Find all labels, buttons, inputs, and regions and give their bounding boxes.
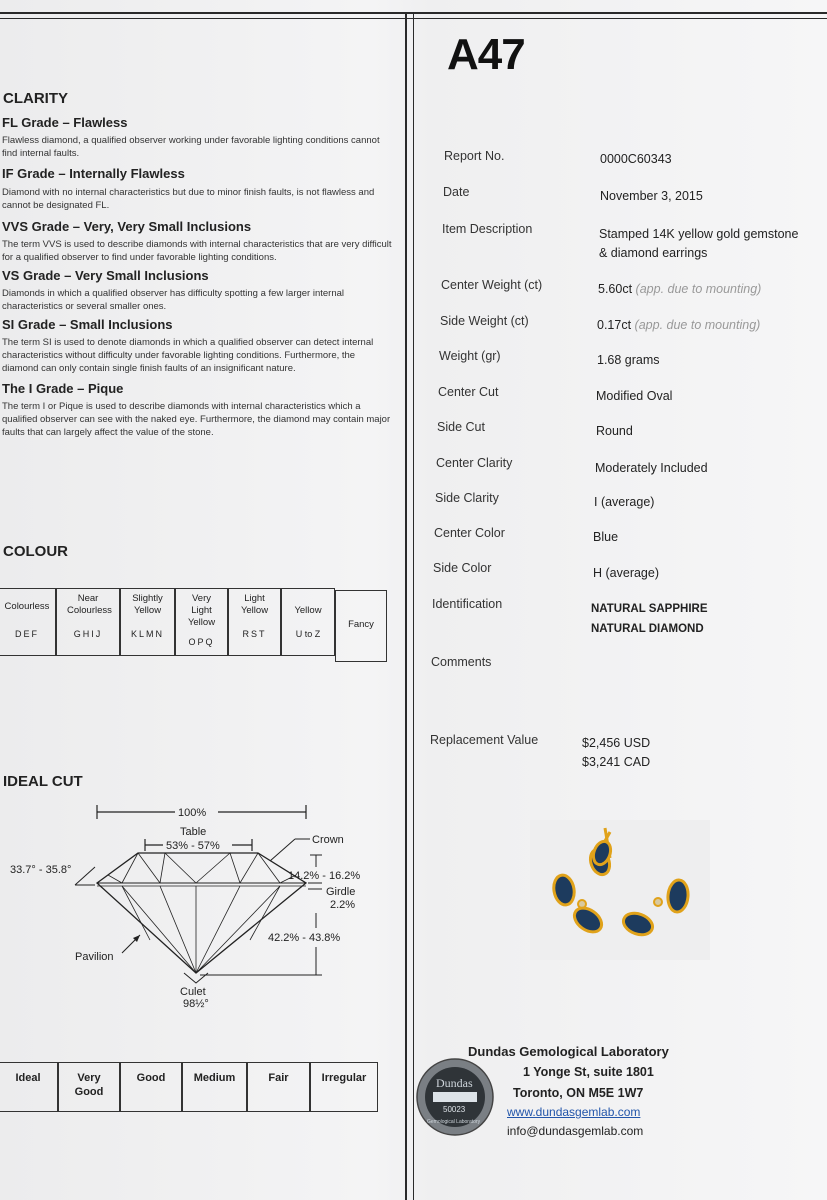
lot-number: A47 (447, 30, 525, 79)
cut-grade-irregular: Irregular (310, 1062, 378, 1112)
crown-angle-label: 33.7° - 35.8° (10, 864, 72, 876)
colour-cell-letters: DEF (15, 629, 39, 639)
colour-cell-yellow (281, 588, 335, 656)
grade-title-vvs: VVS Grade – Very, Very Small Inclusions (2, 219, 252, 234)
lab-email[interactable]: info@dundasgemlab.com (507, 1124, 644, 1138)
grade-desc-si: The term SI is used to denote diamonds in which a qualified observer can detect internal characteristics without difficulty under favorable lighting conditions. Furthermore, the diamond can only contain single finish faults of an insignificant nature. (2, 337, 374, 374)
colour-cell-letters: GHIJ (73, 629, 103, 639)
grade-title-vs: VS Grade – Very Small Inclusions (2, 268, 209, 283)
colour-cell-name: Fancy (348, 619, 374, 630)
grade-desc-vs: Diamonds in which a qualified observer has difficulty spotting a few larger internal characteristics or several smaller ones. (2, 288, 345, 312)
colour-heading: COLOUR (3, 543, 68, 560)
table-range-label: 53% - 57% (166, 840, 220, 852)
colour-cell-name: Yellow (294, 605, 322, 616)
colour-cell-near-colourless (56, 588, 120, 656)
fold-line-left (405, 12, 407, 1200)
ideal-cut-diagram (0, 795, 400, 1020)
report-label-comments: Comments (431, 655, 492, 669)
grade-title-i: The I Grade – Pique (2, 381, 124, 396)
report-value-date: November 3, 2015 (600, 189, 703, 203)
cut-grade-fair: Fair (247, 1062, 310, 1112)
grade-desc-fl: Flawless diamond, a qualified observer working under favorable lighting conditions cannot find internal faults. (2, 135, 380, 159)
colour-cell-slightly-yellow (120, 588, 175, 656)
colour-cell-colourless (0, 588, 56, 656)
center-weight-note: (app. due to mounting) (635, 282, 762, 296)
crown-label: Crown (312, 834, 344, 846)
pavilion-depth-label: 42.2% - 43.8% (268, 932, 341, 944)
report-value-replacement-cad: $3,241 CAD (582, 755, 651, 769)
report-value-replacement-usd: $2,456 USD (582, 736, 651, 750)
report-value-weight-gr: 1.68 grams (597, 353, 660, 367)
side-weight-value: 0.17ct (597, 318, 632, 332)
lab-address-2: Toronto, ON M5E 1W7 (513, 1086, 644, 1100)
lab-name: Dundas Gemological Laboratory (468, 1044, 669, 1059)
earrings-photo (530, 820, 710, 960)
side-weight-note: (app. due to mounting) (634, 318, 761, 332)
report-label-side-weight: Side Weight (ct) (440, 314, 529, 328)
cut-grade-medium: Medium (182, 1062, 247, 1112)
colour-cell-letters: KLMN (130, 629, 164, 639)
report-label-weight-gr: Weight (gr) (439, 349, 501, 363)
report-value-center-clarity: Moderately Included (595, 461, 708, 475)
grade-desc-if: Diamond with no internal characteristics but due to minor finish faults, is not flawless and cannot be designated FL. (2, 187, 375, 211)
seal-barcode (433, 1092, 477, 1102)
seal-text: Dundas (436, 1076, 473, 1090)
report-label-date: Date (443, 185, 470, 199)
report-value-center-cut: Modified Oval (596, 389, 673, 403)
lab-seal (413, 1055, 498, 1140)
report-label-report-no: Report No. (444, 149, 505, 163)
colour-cell-very-light-yellow (175, 588, 228, 656)
grade-desc-vvs: The term VVS is used to describe diamonds with internal characteristics that are very difficult for a qualified observer to find under favorable lighting conditions. (2, 239, 392, 263)
lab-address-1: 1 Yonge St, suite 1801 (523, 1065, 654, 1079)
grade-desc-i: The term I or Pique is used to describe diamonds with internal characteristics which a qualified observer can see with the naked eye. Furthermore, the diamond may contain major faults that can largely affect the value of the stone. (2, 401, 391, 438)
report-label-item-description: Item Description (442, 222, 533, 236)
report-value-report-no: 0000C60343 (600, 152, 672, 166)
cut-grade-very-good: Very Good (58, 1062, 120, 1112)
right-diamond (654, 898, 662, 906)
report-label-side-cut: Side Cut (437, 420, 485, 434)
report-label-identification: Identification (432, 597, 503, 611)
colour-cell-letters: OPQ (188, 637, 215, 647)
colour-cell-light-yellow (228, 588, 281, 656)
culet-label: Culet (180, 986, 206, 998)
grade-title-fl: FL Grade – Flawless (2, 115, 128, 130)
report-value-identification-2: NATURAL DIAMOND (591, 623, 704, 635)
pavilion-label: Pavilion (75, 951, 114, 963)
cut-grade-good: Good (120, 1062, 182, 1112)
clarity-heading: CLARITY (3, 90, 68, 107)
report-value-identification-1: NATURAL SAPPHIRE (591, 603, 708, 615)
width-label: 100% (178, 807, 207, 819)
report-value-side-clarity: I (average) (594, 495, 655, 509)
colour-cell-letters: RST (242, 629, 267, 639)
report-label-replacement-value: Replacement Value (430, 733, 539, 747)
report-value-side-color: H (average) (593, 566, 659, 580)
colour-cell-name: Light Yellow (240, 593, 269, 616)
seal-number: 50023 (443, 1105, 466, 1114)
report-label-center-weight: Center Weight (ct) (441, 278, 543, 292)
report-value-center-color: Blue (593, 530, 619, 544)
report-value-side-weight (597, 316, 760, 335)
culet-value: 98½° (183, 998, 209, 1010)
report-label-center-color: Center Color (434, 526, 505, 540)
colour-cell-name: Very Light Yellow (187, 593, 216, 628)
colour-cell-fancy (335, 590, 387, 662)
report-label-center-cut: Center Cut (438, 385, 499, 399)
right-upper-sapphire (667, 879, 690, 913)
center-weight-value: 5.60ct (598, 282, 633, 296)
crown-height-label: 14.2% - 16.2% (288, 870, 361, 882)
report-value-item-description: Stamped 14K yellow gold gemstone & diamond earrings (599, 227, 799, 260)
report-label-center-clarity: Center Clarity (436, 456, 513, 470)
grade-title-si: SI Grade – Small Inclusions (2, 317, 173, 332)
ideal-cut-heading: IDEAL CUT (3, 773, 83, 790)
report-value-center-weight (598, 280, 761, 299)
colour-cell-letters: U to Z (295, 629, 321, 639)
grade-title-if: IF Grade – Internally Flawless (2, 166, 185, 181)
seal-subtext: Gemological Laboratory (427, 1119, 481, 1125)
lab-website-link[interactable]: www.dundasgemlab.com (507, 1105, 641, 1119)
colour-cell-name: Near Colourless (67, 593, 112, 616)
girdle-label: Girdle (326, 886, 356, 898)
colour-cell-name: Slightly Yellow (132, 593, 163, 616)
colour-cell-name: Colourless (4, 601, 50, 612)
girdle-value: 2.2% (330, 899, 356, 911)
report-label-side-clarity: Side Clarity (435, 491, 499, 505)
cut-grade-ideal: Ideal (0, 1062, 58, 1112)
report-label-side-color: Side Color (433, 561, 492, 575)
fold-line-right (413, 12, 414, 1200)
report-value-side-cut: Round (596, 424, 633, 438)
table-label: Table (180, 826, 207, 838)
